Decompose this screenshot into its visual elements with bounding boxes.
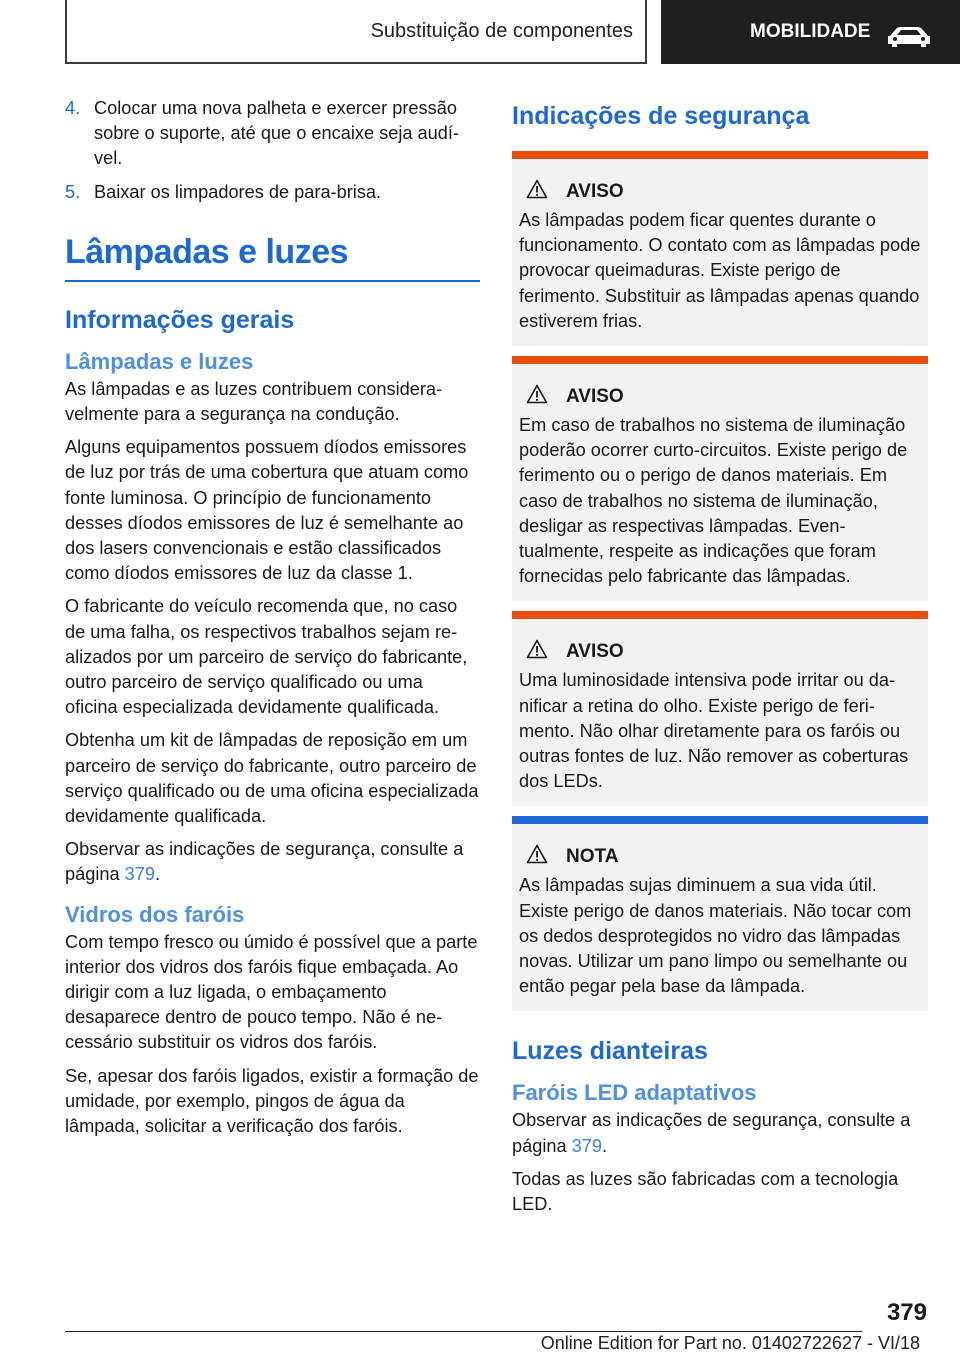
lamps-paragraph-5 [65,837,480,887]
edition-text: Online Edition for Part no. 01402722627 - VI/18 [540,1333,920,1353]
warning-label: AVISO [566,180,624,202]
adaptive-led-heading: Faróis LED adaptativos [512,1080,757,1106]
warning-text: Em caso de trabalhos no sistema de iluminação poderão ocorrer curto-circuitos. Existe perigo de ferimento ou o perigo de danos materiais. Em caso de trabalhos no sistema de iluminação, desligar as respectivas lâmpadas. Eventualmente, respeite as indicações que foram fornecidas pelo fabricante das lâmpadas. [519,415,908,587]
page-header [0,0,960,64]
warning-title [519,384,922,409]
led-paragraph-2: Todas as luzes são fabricadas com a tecnologia LED. [512,1168,899,1215]
glass-paragraph-2: Se, apesar dos faróis ligados, existir a formação de umidade, por exemplo, pingos de água da lâmpada, solicitar a verificação dos faróis. [65,1065,479,1137]
punctuation: . [602,1135,608,1156]
step-item [65,96,480,172]
warning-triangle-icon [526,639,548,664]
step-number: 5. [65,181,81,202]
warning-title [519,639,922,664]
headlight-glass-heading: Vidros dos faróis [65,901,245,927]
step-text: Baixar os limpadores de para-brisa. [94,181,382,202]
warning-box [512,356,928,601]
lamps-paragraph-1: As lâmpadas e as luzes contribuem consideravelmente para a segurança na condução. [65,378,443,425]
page-link[interactable]: 379 [124,864,156,885]
warning-label: AVISO [566,640,624,662]
right-column [512,96,928,1225]
punctuation: . [155,864,161,885]
lamps-paragraph-2: Alguns equipamentos possuem díodos emissores de luz por trás de uma cobertura que atuam como fonte luminosa. O princípio de funcionamento desses díodos emissores de luz é semelhante ao dos lasers convencionais e estão classificados como díodos emissores de luz da classe 1. [65,437,469,584]
page-number: 379 [886,1299,927,1326]
car-icon [886,26,932,54]
left-column [65,96,480,1147]
warning-text: Uma luminosidade intensiva pode irritar ou danificar a retina do olho. Existe perigo de ferimento. Não olhar diretamente para os faróis ou outras fontes de luz. Não remover as coberturas dos LEDs. [519,670,909,792]
warning-box [512,151,928,346]
glass-paragraph-1: Com tempo fresco ou úmido é possível que a parte interior dos vidros dos faróis fique embaçada. Ao dirigir com a luz ligada, o embaçamento desaparece dentro de pouco tempo. Não é necessário substituir os vidros dos faróis. [65,931,478,1053]
warning-label: AVISO [566,385,624,407]
led-paragraph-1 [512,1108,928,1158]
front-lights-heading: Luzes dianteiras [512,1037,708,1066]
general-info-heading: Informações gerais [65,305,295,334]
note-title [519,844,922,869]
warning-triangle-icon [526,179,548,204]
lamps-paragraph-3: O fabricante do veículo recomenda que, no caso de uma falha, os respectivos trabalhos sejam realizados por um parceiro de serviço do fabricante, outro parceiro de serviço qualificado ou uma oficina especializada devidamente qualificada. [65,596,468,718]
lamps-paragraph-4: Obtenha um kit de lâmpadas de reposição em um parceiro de serviço do fabricante, outro parceiro de serviço qualificado ou de uma oficina especializada devidamente qualificada. [65,730,479,827]
note-box [512,816,928,1011]
step-text: Colocar uma nova palheta e exercer pressão sobre o suporte, até que o encaixe seja audível. [94,98,460,169]
step-list [65,96,480,205]
safety-heading: Indicações de segurança [512,102,810,130]
warning-text: As lâmpadas podem ficar quentes durante o funcionamento. O contato com as lâmpadas pode provocar queimaduras. Existe perigo de ferimento. Substituir as lâmpadas apenas quando estiverem frias. [519,210,921,331]
step-number: 4. [65,98,81,118]
safety-reference-text: Observar as indicações de segurança, consulte a página [512,1110,911,1156]
note-text: As lâmpadas sujas diminuem a sua vida útil. Existe perigo de danos materiais. Não tocar com os dedos desprotegidos no vidro das lâmpadas novas. Utilizar um pano limpo ou semelhante ou então pegar pela base da lâmpada. [519,875,912,997]
footer-divider [65,1331,862,1332]
warning-triangle-icon [526,844,548,869]
warning-title [519,179,922,204]
note-label: NOTA [566,845,619,867]
section-title: Substituição de componentes [65,0,647,64]
chapter-tab [661,0,960,64]
step-item [65,180,480,205]
safety-reference-text: Observar as indicações de segurança, consulte a página [65,839,464,885]
section-heading: Lâmpadas e luzes [65,227,480,282]
warning-box [512,611,928,806]
lamps-heading: Lâmpadas e luzes [65,348,254,374]
page-link[interactable]: 379 [571,1135,603,1156]
chapter-title: MOBILIDADE [750,21,871,42]
warning-triangle-icon [526,384,548,409]
